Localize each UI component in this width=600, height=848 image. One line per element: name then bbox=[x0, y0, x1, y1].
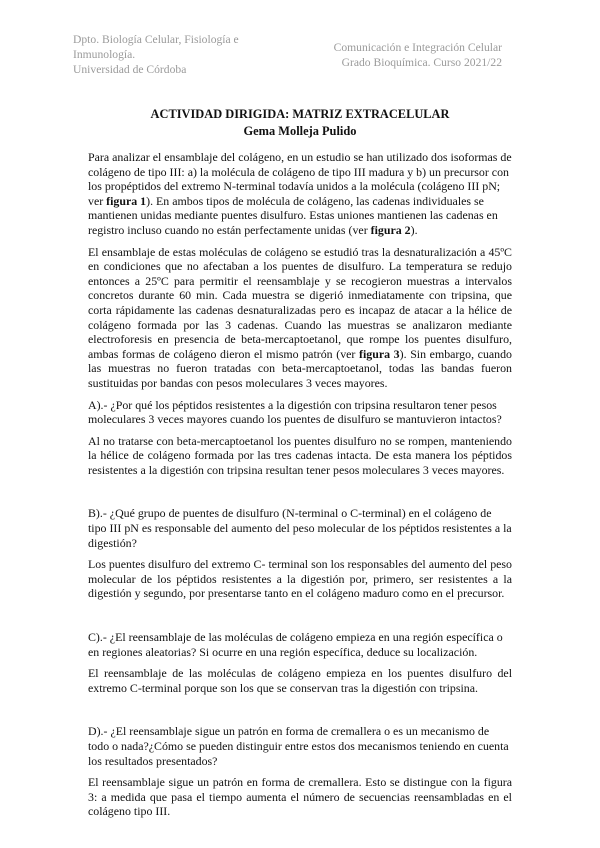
title-block bbox=[88, 106, 512, 140]
document-body bbox=[88, 150, 512, 826]
figure-2-ref: figura 2 bbox=[370, 222, 411, 237]
question-c: C).- ¿El reensamblaje de las moléculas de colágeno empieza en una región específica o en regiones aleatorias? Si ocurre en una región específica, deduce su localización. bbox=[88, 630, 503, 659]
question-b: B).- ¿Qué grupo de puentes de disulfuro (N-terminal o C-terminal) en el colágeno de tipo III pN es responsable del aumento del peso molecular de los péptidos resistentes a la digestión? bbox=[88, 506, 512, 550]
author-name: Gema Molleja Pulido bbox=[243, 124, 357, 138]
figure-3-ref: figura 3 bbox=[359, 346, 400, 361]
header-left-line: Universidad de Córdoba bbox=[73, 63, 187, 76]
document-title: ACTIVIDAD DIRIGIDA: MATRIZ EXTRACELULAR bbox=[150, 107, 450, 121]
answer-c: El reensamblaje de las moléculas de colágeno empieza en los puentes disulfuro del extremo C-terminal porque son los que se conservan tras la digestión con tripsina. bbox=[88, 666, 512, 695]
intro-paragraph-2: El ensamblaje de estas moléculas de colágeno se estudió tras la desnaturalización a 45ºC en condiciones que no afectaban a los puentes de disulfuro. La temperatura se redujo entonces a 25ºC para permitir el reensamblaje y se recogieron muestras a intervalos concretos durante 60 min. Cada muestra se digerió inmediatamente con tripsina, que corta rápidamente las cadenas desnaturalizadas pero es incapaz de atacar a la hélice de colágeno formada por las 3 cadenas. Cuando las muestras se analizaron mediante electroforesis en presencia de beta-mercaptoetanol, que rompe los puentes disulfuro, ambas formas de colágeno dieron el mismo patrón (ver figura 3). Sin embargo, cuando las muestras no fueron tratadas con beta-mercaptoetanol, todas las bandas fueron sustituidas por bandas con pesos moleculares 3 veces mayores. bbox=[88, 244, 513, 390]
header-left-line: Inmunología. bbox=[73, 48, 136, 61]
question-d: D).- ¿El reensamblaje sigue un patrón en forma de cremallera o es un mecanismo de todo o nada?¿Cómo se pueden distinguir entre estos dos mecanismos teniendo en cuenta los resultados presentados? bbox=[88, 724, 509, 768]
question-a: A).- ¿Por qué los péptidos resistentes a la digestión con tripsina resultaron tener pesos moleculares 3 veces mayores cuando los puentes de disulfuro se mantuvieron intactos? bbox=[88, 397, 502, 427]
answer-b: Los puentes disulfuro del extremo C- terminal son los responsables del aumento del peso molecular de los péptidos resistentes a la digestión por, primero, ser resistentes a la digestión y segundo, por presentarse tanto en el colágeno maduro como en el precursor. bbox=[88, 557, 512, 601]
answer-d: El reensamblaje sigue un patrón en forma de cremallera. Esto se distingue con la figura 3: a medida que pasa el tiempo aumenta el número de secuencias reensambladas en el colágeno tipo III. bbox=[88, 775, 512, 819]
answer-a: Al no tratarse con beta-mercaptoetanol los puentes disulfuro no se rompen, manteniendo la hélice de colágeno formada por las tres cadenas intacta. De esta manera los péptidos resistentes a la digestión con tripsina resultan tener pesos moleculares 3 veces mayores. bbox=[88, 433, 512, 477]
header-course bbox=[262, 40, 502, 70]
header-department bbox=[73, 32, 293, 77]
figure-1-ref: figura 1 bbox=[106, 193, 147, 208]
header-right-line: Grado Bioquímica. Curso 2021/22 bbox=[341, 56, 502, 69]
intro-paragraph-1: Para analizar el ensamblaje del colágeno, en un estudio se han utilizado dos isoformas de colágeno de tipo III: a) la molécula de colágeno de tipo III madura y b) un precursor con los propéptidos del extremo N-terminal todavía unidos a la molécula (colágeno III pN; ver figura 1). En ambos tipos de molécula de colágeno, las cadenas individuales se mantienen unidas mediante puentes disulfuro. Estas uniones mantienen las cadenas en registro incluso cuando no están perfectamente unidas (ver figura 2). bbox=[88, 150, 512, 237]
header-right-line: Comunicación e Integración Celular bbox=[333, 41, 502, 54]
header-left-line: Dpto. Biología Celular, Fisiología e bbox=[73, 33, 239, 46]
